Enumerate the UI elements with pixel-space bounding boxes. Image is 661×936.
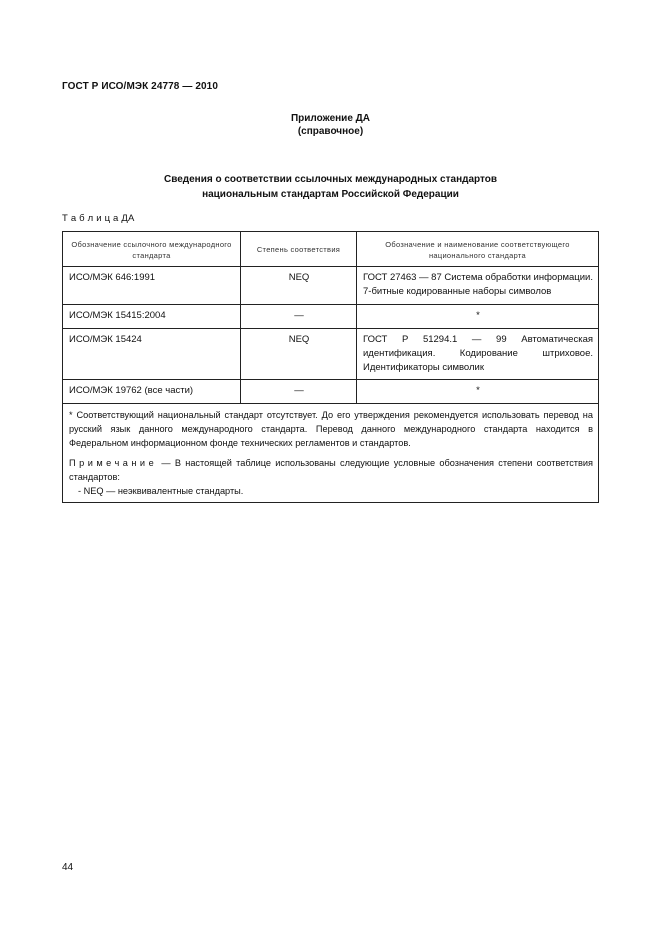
cell-degree: — — [241, 305, 357, 329]
appendix-subtitle: (справочное) — [297, 126, 364, 137]
correspondence-table — [62, 231, 599, 503]
cell-intl: ИСО/МЭК 15424 — [63, 329, 241, 380]
note-item: - NEQ — неэквивалентные стандарты. — [78, 486, 244, 496]
cell-national: ГОСТ 27463 — 87 Система обработки информации. 7-битные кодированные наборы символов — [357, 267, 599, 305]
header-intl-standard: Обозначение ссылочного международного стандарта — [63, 232, 241, 267]
footnote-cell — [63, 404, 599, 503]
header-degree: Степень соответствия — [241, 232, 357, 267]
page-number: 44 — [62, 862, 74, 873]
cell-national: * — [357, 380, 599, 404]
cell-national: * — [357, 305, 599, 329]
section-title-line2: национальным стандартам Российской Федерации — [202, 189, 459, 200]
table-row — [63, 267, 599, 305]
table-row — [63, 329, 599, 380]
table-label: Т а б л и ц а ДА — [62, 213, 135, 224]
note-heading: Примечание — [69, 458, 158, 468]
cell-intl: ИСО/МЭК 19762 (все части) — [63, 380, 241, 404]
document-header: ГОСТ Р ИСО/МЭК 24778 — 2010 — [62, 81, 218, 92]
appendix-heading — [0, 112, 661, 138]
note-text: — В настоящей таблице использованы следующие условные обозначения степени соответствия стандартов: — [69, 458, 593, 482]
footnote-text: * Соответствующий национальный стандарт отсутствует. До его утверждения рекомендуется использовать перевод на русский язык данного международного стандарта. Перевод данного международного стандарта находится в Федеральном информационном фонде технических регламентов и стандартов. — [69, 410, 593, 448]
section-title-line1: Сведения о соответствии ссылочных международных стандартов — [163, 174, 498, 185]
table-header-row — [63, 232, 599, 267]
cell-degree: NEQ — [241, 329, 357, 380]
cell-national: ГОСТ Р 51294.1 — 99 Автоматическая идентификация. Кодирование штриховое. Идентификаторы символик — [357, 329, 599, 380]
cell-intl: ИСО/МЭК 15415:2004 — [63, 305, 241, 329]
cell-degree: NEQ — [241, 267, 357, 305]
header-national-standard: Обозначение и наименование соответствующего национального стандарта — [357, 232, 599, 267]
table-row — [63, 380, 599, 404]
section-title — [0, 172, 661, 202]
cell-intl: ИСО/МЭК 646:1991 — [63, 267, 241, 305]
table-footnote-row — [63, 404, 599, 503]
appendix-title: Приложение ДА — [290, 113, 371, 124]
note-paragraph — [69, 456, 593, 484]
cell-degree: — — [241, 380, 357, 404]
table-row — [63, 305, 599, 329]
